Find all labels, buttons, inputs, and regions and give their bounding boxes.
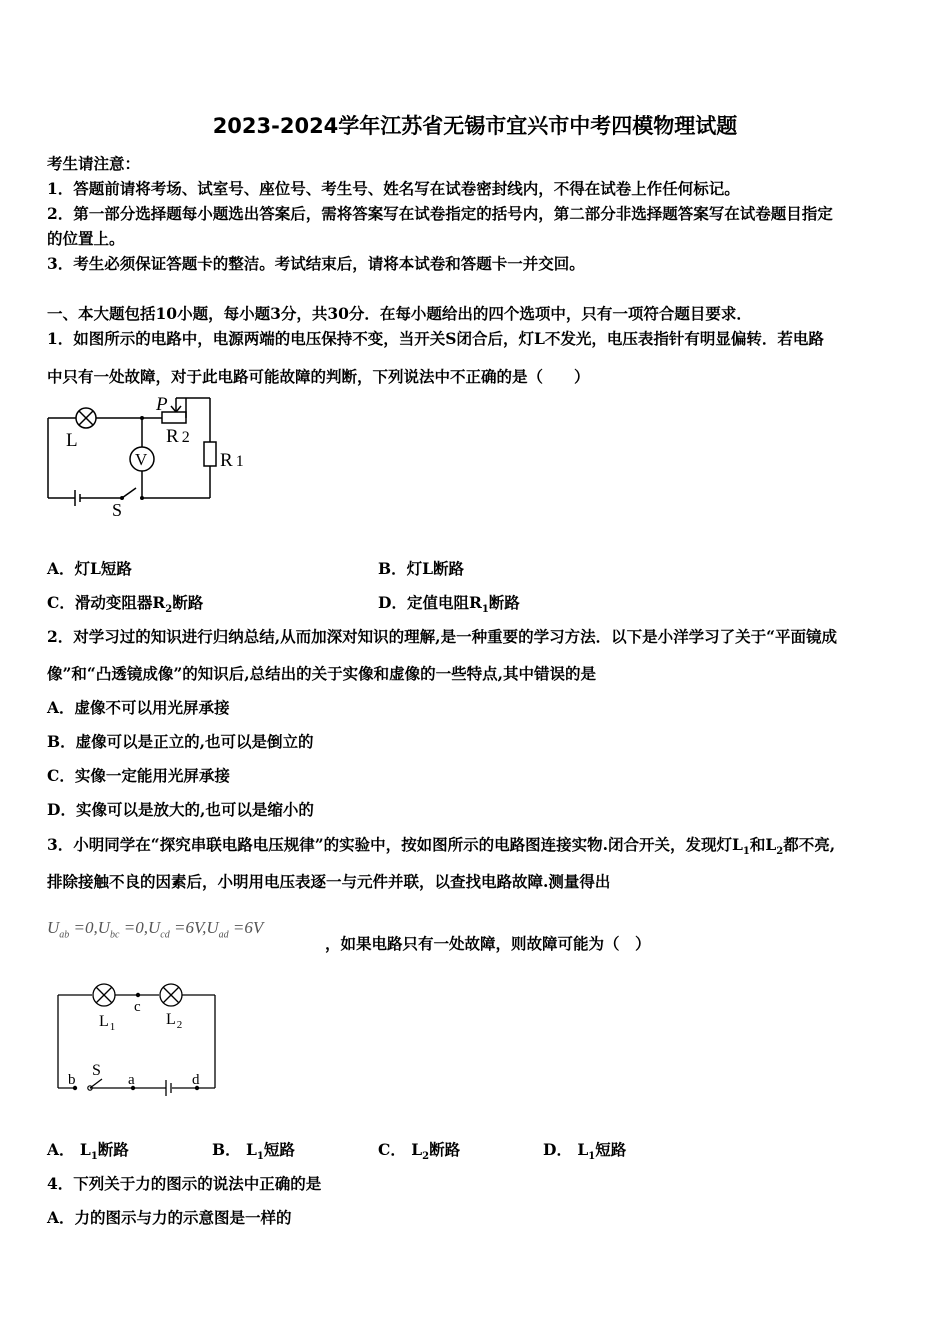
resistor-r1-symbol xyxy=(204,442,216,466)
q4-option-a[interactable]: A．力的图示与力的示意图是一样的 xyxy=(47,1208,292,1227)
label-l1: $L_1$ xyxy=(99,1013,116,1033)
q3-stem-line1: 3．小明同学在“探究串联电路电压规律”的实验中，按如图所示的电路图连接实物.闭合开关，发现灯$L_1$和$L_2$都不亮, xyxy=(47,835,836,858)
q2-stem-line1: 2．对学习过的知识进行归纳总结,从而加深对知识的理解,是一种重要的学习方法．以下是小洋学习了关于“平面镜成 xyxy=(47,627,837,646)
notice-item-2a: 2．第一部分选择题每小题选出答案后，需将答案写在试卷指定的括号内，第二部分非选择题答案写在试卷题目指定 xyxy=(47,204,833,223)
q3-option-a[interactable]: A． $L_1$断路 xyxy=(47,1140,129,1163)
notice-item-1: 1．答题前请将考场、试室号、座位号、考生号、姓名写在试卷密封线内，不得在试卷上作任何标记。 xyxy=(47,179,740,198)
q1-option-a[interactable]: A．灯L短路 xyxy=(47,559,132,578)
label-v: V xyxy=(135,450,148,469)
q2-option-b[interactable]: B．虚像可以是正立的,也可以是倒立的 xyxy=(47,732,314,751)
page-title: 2023-2024学年江苏省无锡市宜兴市中考四模物理试题 xyxy=(212,114,738,138)
label-r2: R 2 xyxy=(166,426,190,447)
q3-formula: $U_{ab} =0,U_{bc} =0,U_{cd} =6V,U_{ad} =6V$ xyxy=(47,918,264,941)
label-l2: $L_2$ xyxy=(166,1011,183,1031)
q3-option-c[interactable]: C． $L_2$断路 xyxy=(378,1140,461,1163)
label-a: a xyxy=(128,1072,135,1088)
notice-item-2b: 的位置上。 xyxy=(47,229,125,248)
label-b: b xyxy=(68,1072,76,1088)
q2-stem-line2: 像”和“凸透镜成像”的知识后,总结出的关于实像和虚像的一些特点,其中错误的是 xyxy=(47,664,597,683)
label-s: S xyxy=(112,500,123,520)
q3-formula-tail: ，如果电路只有一处故障，则故障可能为（ ） xyxy=(325,934,651,953)
q4-stem: 4．下列关于力的图示的说法中正确的是 xyxy=(47,1174,322,1193)
q3-stem-line2: 排除接触不良的因素后，小明用电压表逐一与元件并联，以查找电路故障.测量得出 xyxy=(47,872,611,891)
label-l: L xyxy=(66,430,78,451)
q3-option-d[interactable]: D． $L_1$短路 xyxy=(543,1140,627,1163)
notice-item-3: 3．考生必须保证答题卡的整洁。考试结束后，请将本试卷和答题卡一并交回。 xyxy=(47,254,585,273)
q1-option-c[interactable]: C．滑动变阻器$R_2$断路 xyxy=(47,593,204,616)
q1-circuit-diagram xyxy=(40,390,260,520)
q1-stem-line2: 中只有一处故障，对于此电路可能故障的判断，下列说法中不正确的是（ ） xyxy=(47,367,590,386)
q1-stem-line1: 1．如图所示的电路中，电源两端的电压保持不变，当开关S闭合后，灯L不发光，电压表指针有明显偏转．若电路 xyxy=(47,329,824,348)
label-p: P xyxy=(156,394,168,415)
notice-heading: 考生请注意： xyxy=(47,154,141,173)
q2-option-a[interactable]: A．虚像不可以用光屏承接 xyxy=(47,698,230,717)
label-c: c xyxy=(134,999,141,1015)
section-1-heading: 一、本大题包括10小题，每小题3分，共30分．在每小题给出的四个选项中，只有一项符合题目要求． xyxy=(47,304,752,323)
q2-option-c[interactable]: C．实像一定能用光屏承接 xyxy=(47,766,230,785)
q1-option-d[interactable]: D．定值电阻$R_1$断路 xyxy=(378,593,520,616)
label-s3: S xyxy=(92,1062,101,1079)
q2-option-d[interactable]: D．实像可以是放大的,也可以是缩小的 xyxy=(47,800,314,819)
label-r1: R 1 xyxy=(220,450,244,471)
q1-option-b[interactable]: B．灯L断路 xyxy=(378,559,464,578)
q3-circuit-diagram xyxy=(50,975,225,1100)
q3-option-b[interactable]: B． $L_1$短路 xyxy=(212,1140,295,1163)
label-d: d xyxy=(192,1072,200,1088)
